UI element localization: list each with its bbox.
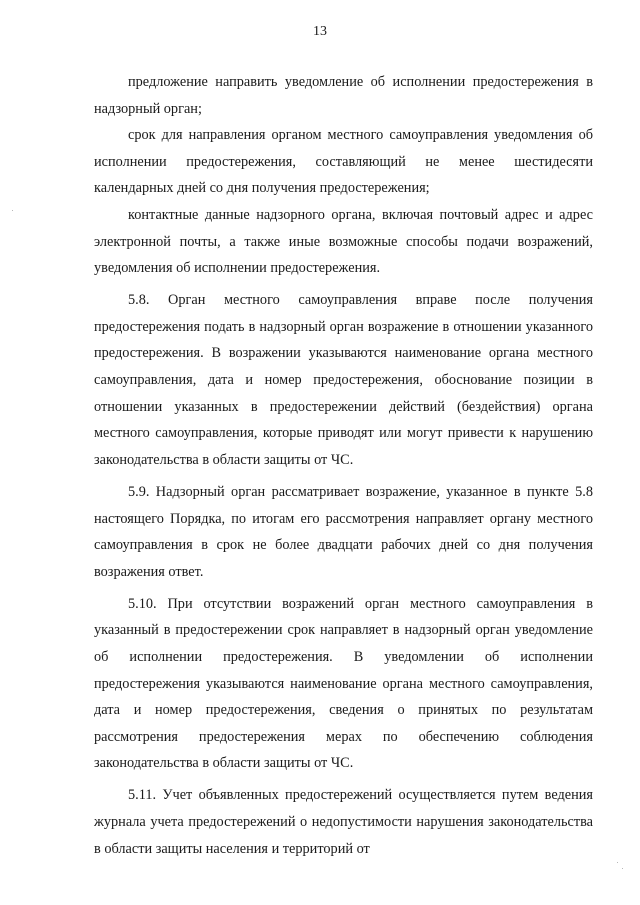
document-body — [94, 69, 593, 862]
paragraph-5-10: 5.10. При отсутствии возражений орган местного самоуправления в указанный в предостережении срок направляет в надзорный орган уведомление об исполнении предостережения. В уведомлении об исполнении предостережения указываются наименование органа местного самоуправления, дата и номер предостережения, сведения о принятых по результатам рассмотрения предостережения мерах по обеспечению соблюдения законодательства в области защиты от ЧС. — [94, 595, 593, 772]
paragraph-contact-details: контактные данные надзорного органа, включая почтовый адрес и адрес электронной почты, а также иные возможные способы подачи возражений, уведомления об исполнении предостережения. — [94, 206, 593, 277]
scan-speck — [617, 862, 618, 863]
scan-speck — [12, 210, 13, 211]
page-number: 13 — [313, 24, 327, 39]
scan-speck — [622, 868, 623, 869]
paragraph-notice-deadline: срок для направления органом местного самоуправления уведомления об исполнении предостережения, составляющий не менее шестидесяти календарных дней со дня получения предостережения; — [94, 127, 593, 197]
paragraph-notice-proposal: предложение направить уведомление об исполнении предостережения в надзорный орган; — [94, 74, 593, 117]
paragraph-5-8: 5.8. Орган местного самоуправления вправе после получения предостережения подать в надзорный орган возражение в отношении указанного предостережения. В возражении указываются наименование органа местного самоуправления, дата и номер предостережения, обоснование позиции в отношении указанных в предостережении действий (бездействия) органа местного самоуправления, которые приводят или могут привести к нарушению законодательства в области защиты от ЧС. — [94, 292, 593, 468]
paragraph-5-9: 5.9. Надзорный орган рассматривает возражение, указанное в пункте 5.8 настоящего Порядка, по итогам его рассмотрения направляет органу местного самоуправления в срок не более двадцати рабочих дней со дня получения возражения ответ. — [94, 483, 593, 580]
paragraph-5-11: 5.11. Учет объявленных предостережений осуществляется путем ведения журнала учета предостережений о недопустимости нарушения законодательства в области защиты населения и территорий от — [94, 787, 593, 857]
